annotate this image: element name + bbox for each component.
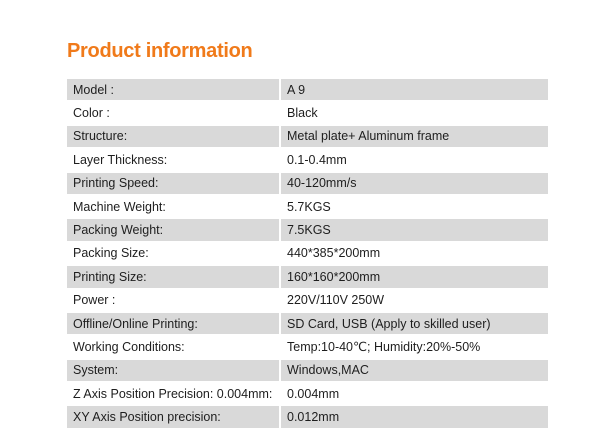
spec-table [67, 77, 548, 430]
spec-row [67, 102, 548, 123]
spec-row [67, 383, 548, 404]
spec-label: Structure: [67, 126, 279, 147]
spec-value: Windows,MAC [279, 360, 548, 381]
spec-label: Color : [67, 102, 279, 123]
spec-row [67, 126, 548, 147]
spec-value: 0.012mm [279, 406, 548, 427]
spec-row [67, 219, 548, 240]
spec-value: Metal plate+ Aluminum frame [279, 126, 548, 147]
spec-row [67, 406, 548, 427]
spec-value: 40-120mm/s [279, 173, 548, 194]
spec-row [67, 266, 548, 287]
spec-value: 440*385*200mm [279, 243, 548, 264]
spec-row [67, 79, 548, 100]
spec-label: Layer Thickness: [67, 149, 279, 170]
spec-value: Temp:10-40℃; Humidity:20%-50% [279, 336, 548, 357]
spec-label: Packing Weight: [67, 219, 279, 240]
spec-value: Black [279, 102, 548, 123]
spec-label: Power : [67, 290, 279, 311]
spec-row [67, 336, 548, 357]
spec-row [67, 290, 548, 311]
spec-value: 220V/110V 250W [279, 290, 548, 311]
spec-row [67, 313, 548, 334]
spec-label: System: [67, 360, 279, 381]
spec-value: 0.1-0.4mm [279, 149, 548, 170]
spec-label: Z Axis Position Precision: 0.004mm: [67, 383, 279, 404]
spec-row [67, 243, 548, 264]
spec-value: 7.5KGS [279, 219, 548, 240]
spec-value: 0.004mm [279, 383, 548, 404]
spec-label: Model : [67, 79, 279, 100]
spec-value: A 9 [279, 79, 548, 100]
page-title: Product information [67, 40, 253, 62]
spec-value: SD Card, USB (Apply to skilled user) [279, 313, 548, 334]
spec-row [67, 173, 548, 194]
spec-label: Printing Size: [67, 266, 279, 287]
spec-label: Machine Weight: [67, 196, 279, 217]
spec-row [67, 149, 548, 170]
spec-row [67, 196, 548, 217]
spec-label: Offline/Online Printing: [67, 313, 279, 334]
spec-label: Printing Speed: [67, 173, 279, 194]
spec-value: 5.7KGS [279, 196, 548, 217]
spec-label: Working Conditions: [67, 336, 279, 357]
spec-row [67, 360, 548, 381]
spec-label: XY Axis Position precision: [67, 406, 279, 427]
spec-value: 160*160*200mm [279, 266, 548, 287]
spec-label: Packing Size: [67, 243, 279, 264]
